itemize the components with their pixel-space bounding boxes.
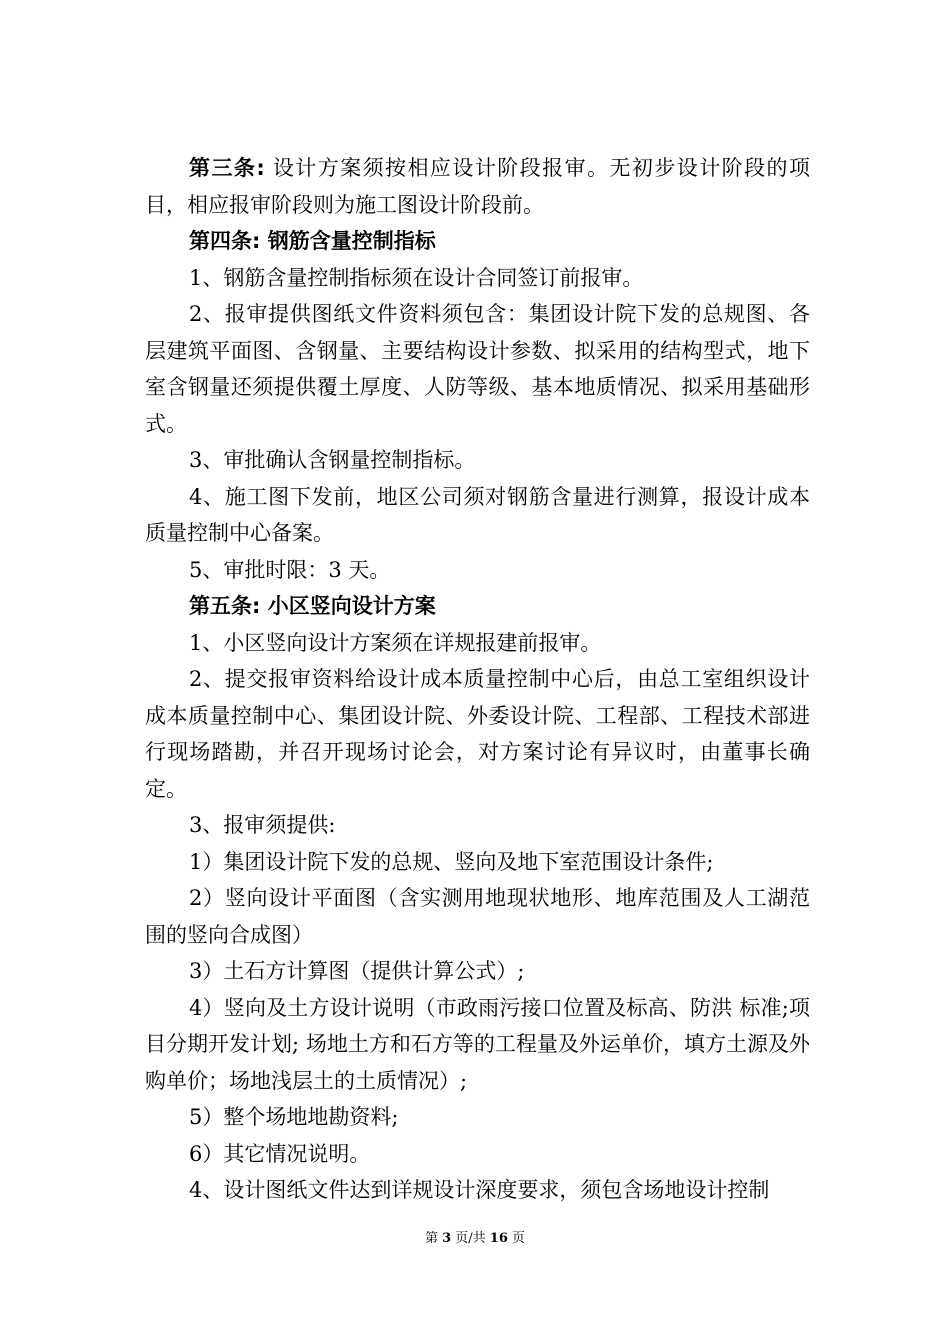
paragraph-article-4-heading bbox=[145, 223, 810, 260]
paragraph-text: 6）其它情况说明。 bbox=[189, 1141, 371, 1166]
paragraph-text: 5）整个场地地勘资料; bbox=[189, 1105, 399, 1129]
paragraph-subitem bbox=[145, 844, 810, 881]
paragraph-item bbox=[145, 1172, 810, 1209]
article-heading: 第五条: 小区竖向设计方案 bbox=[189, 594, 436, 618]
total-page-number: 16 bbox=[489, 1231, 508, 1246]
paragraph-subitem bbox=[145, 1099, 810, 1136]
paragraph-item bbox=[145, 661, 810, 807]
footer-middle: 页/共 bbox=[451, 1231, 490, 1246]
article-heading: 第四条: 钢筋含量控制指标 bbox=[189, 229, 436, 253]
paragraph-text: 设计方案须按相应设计阶段报审。无初步设计阶段的项目，相应报审阶段则为施工图设计阶段前。 bbox=[145, 156, 810, 217]
document-body bbox=[145, 150, 810, 1209]
paragraph-text: 3）土石方计算图（提供计算公式）; bbox=[189, 959, 525, 983]
paragraph-text: 4、设计图纸文件达到详规设计深度要求，须包含场地设计控制 bbox=[189, 1178, 770, 1202]
paragraph-item bbox=[145, 442, 810, 479]
paragraph-text: 4）竖向及土方设计说明（市政雨污接口位置及标高、防洪 标准;项目分期开发计划; 场地土方和石方等的工程量及外运单价，填方土源及外购单价；场地浅层土的土质情况）; bbox=[145, 995, 810, 1093]
paragraph-text: 1）集团设计院下发的总规、竖向及地下室范围设计条件; bbox=[189, 849, 714, 874]
paragraph-article-5-heading bbox=[145, 588, 810, 625]
paragraph-item bbox=[145, 479, 810, 552]
paragraph-item bbox=[145, 625, 810, 662]
paragraph-text: 1、小区竖向设计方案须在详规报建前报审。 bbox=[189, 630, 602, 655]
paragraph-subitem bbox=[145, 1136, 810, 1173]
paragraph-text: 5、审批时限：3 天。 bbox=[189, 557, 391, 582]
paragraph-text: 3、审批确认含钢量控制指标。 bbox=[189, 448, 476, 472]
paragraph-text: 3、报审须提供: bbox=[189, 813, 336, 837]
paragraph-item bbox=[145, 260, 810, 297]
paragraph-item bbox=[145, 552, 810, 589]
paragraph-text: 2）竖向设计平面图（含实测用地现状地形、地库范围及人工湖范围的竖向合成图） bbox=[145, 886, 810, 947]
paragraph-text: 2、报审提供图纸文件资料须包含：集团设计院下发的总规图、各层建筑平面图、含钢量、主要结构设计参数、拟采用的结构型式，地下室含钢量还须提供覆土厚度、人防等级、基本地质情况、拟采用基础形式。 bbox=[145, 302, 810, 436]
paragraph-article-3 bbox=[145, 150, 810, 223]
paragraph-text: 2、提交报审资料给设计成本质量控制中心后，由总工室组织设计成本质量控制中心、集团设计院、外委设计院、工程部、工程技术部进行现场踏勘，并召开现场讨论会，对方案讨论有异议时，由董事长确定。 bbox=[145, 667, 810, 801]
current-page-number: 3 bbox=[442, 1231, 452, 1246]
paragraph-item bbox=[145, 807, 810, 844]
paragraph-subitem bbox=[145, 880, 810, 953]
paragraph-text: 4、施工图下发前，地区公司须对钢筋含量进行测算，报设计成本质量控制中心备案。 bbox=[145, 484, 810, 545]
page-footer bbox=[0, 1227, 950, 1246]
paragraph-text: 1、钢筋含量控制指标须在设计合同签订前报审。 bbox=[189, 265, 644, 290]
article-heading: 第三条: bbox=[189, 156, 265, 180]
paragraph-item bbox=[145, 296, 810, 442]
paragraph-subitem bbox=[145, 990, 810, 1100]
paragraph-subitem bbox=[145, 953, 810, 990]
footer-prefix: 第 bbox=[424, 1231, 443, 1246]
footer-suffix: 页 bbox=[507, 1231, 526, 1246]
